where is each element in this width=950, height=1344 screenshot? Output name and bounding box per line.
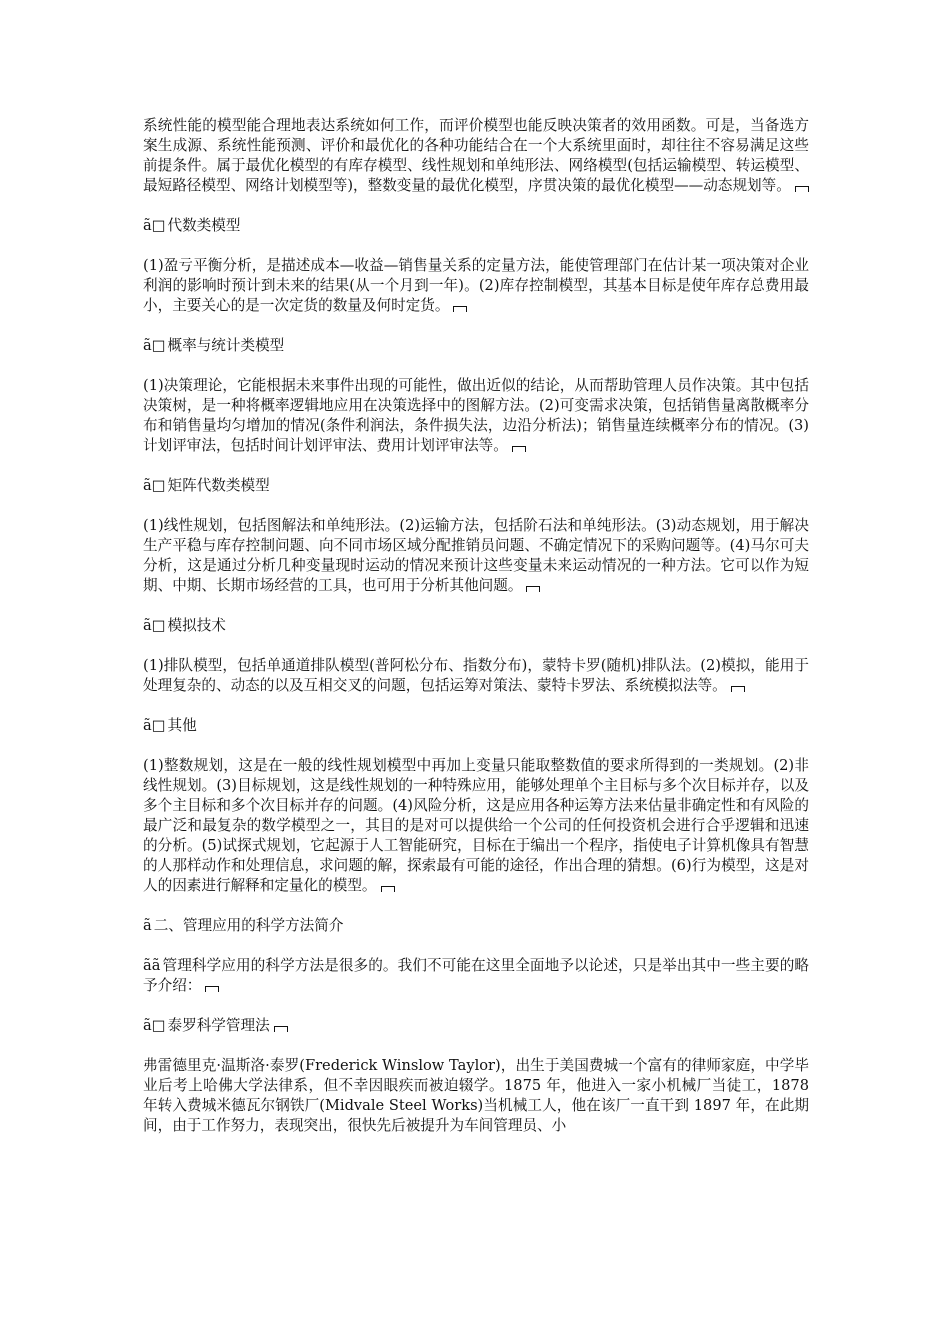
paragraph-end-mark xyxy=(453,306,467,312)
body-paragraph: (1)线性规划，包括图解法和单纯形法。(2)运输方法，包括阶石法和单纯形法。(3)动态规划，用于解决生产平稳与库存控制问题、向不同市场区域分配推销员问题、不确定情况下的采购问题等。(4)马尔可夫分析，这是通过分析几种变量现时运动的情况来预计这些变量未来运动情况的一种方法。它可以作为短期、中期、长期市场经营的工具，也可用于分析其他问题。 xyxy=(143,517,809,594)
paragraph-end-mark xyxy=(512,446,526,452)
paragraph-end-mark xyxy=(731,686,745,692)
paragraph-end-mark xyxy=(795,186,809,192)
chapter-heading: ã 二、管理应用的科学方法简介 xyxy=(143,917,344,934)
paragraph-end-mark xyxy=(381,886,395,892)
body-paragraph: (1)整数规划，这是在一般的线性规划模型中再加上变量只能取整数值的要求所得到的一类规划。(2)非线性规划。(3)目标规划，这是线性规划的一种特殊应用，能够处理单个主目标与多个次目标并存，以及多个主目标和多个次目标并存的问题。(4)风险分析，这是应用各种运筹方法来估量非确定性和有风险的最广泛和最复杂的数学模型之一，其目的是对可以提供给一个公司的任何投资机会进行合乎逻辑和迅速的分析。(5)试探式规划，它起源于人工智能研究，目标在于编出一个程序，指使电子计算机像具有智慧的人那样动作和处理信息，求问题的解，探索最有可能的途径，作出合理的猜想。(6)行为模型，这是对人的因素进行解释和定量化的模型。 xyxy=(143,757,809,894)
section-heading: ã□ 矩阵代数类模型 xyxy=(143,477,270,494)
heading-prefix: ã□ xyxy=(143,1017,166,1034)
paragraph-end-mark xyxy=(205,986,219,992)
section-heading: ã□ 其他 xyxy=(143,717,197,734)
heading-prefix: ã□ xyxy=(143,617,166,634)
paragraph-end-mark xyxy=(526,586,540,592)
section-heading: ã□ 泰罗科学管理法 xyxy=(143,1016,809,1036)
heading-prefix: ã□ xyxy=(143,217,166,234)
body-paragraph: (1)排队模型，包括单通道排队模型(普阿松分布、指数分布)，蒙特卡罗(随机)排队法。(2)模拟，能用于处理复杂的、动态的以及互相交叉的问题，包括运筹对策法、蒙特卡罗法、系统模拟法等。 xyxy=(143,657,809,694)
body-paragraph: ãã 管理科学应用的科学方法是很多的。我们不可能在这里全面地予以论述，只是举出其中一些主要的略予介绍： xyxy=(143,957,809,994)
body-paragraph: 弗雷德里克·温斯洛·泰罗(Frederick Winslow Taylor)，出生于美国费城一个富有的律师家庭，中学毕业后考上哈佛大学法律系，但不幸因眼疾而被迫辍学。1875 年，他进入一家小机械厂当徒工，1878 年转入费城米德瓦尔钢铁厂(Midvale Steel Works)当机械工人，他在该厂一直干到 1897 年，在此期间，由于工作努力，表现突出，很快先后被提升为车间管理员、小 xyxy=(143,1057,809,1134)
heading-prefix: ã□ xyxy=(143,717,166,734)
document-body xyxy=(143,116,809,1136)
section-heading: ã□ 模拟技术 xyxy=(143,617,226,634)
paragraph-end-mark xyxy=(274,1026,288,1032)
body-paragraph: (1)决策理论，它能根据未来事件出现的可能性，做出近似的结论，从而帮助管理人员作决策。其中包括决策树，是一种将概率逻辑地应用在决策选择中的图解方法。(2)可变需求决策，包括销售量离散概率分布和销售量均匀增加的情况(条件利润法，条件损失法，边沿分析法)；销售量连续概率分布的情况。(3)计划评审法，包括时间计划评审法、费用计划评审法等。 xyxy=(143,377,809,454)
section-heading: ã□ 概率与统计类模型 xyxy=(143,337,285,354)
body-paragraph: (1)盈亏平衡分析，是描述成本—收益—销售量关系的定量方法，能使管理部门在估计某一项决策对企业利润的影响时预计到未来的结果(从一个月到一年)。(2)库存控制模型，其基本目标是使年库存总费用最小，主要关心的是一次定货的数量及何时定货。 xyxy=(143,257,809,314)
heading-prefix: ã□ xyxy=(143,337,166,354)
intro-paragraph: 系统性能的模型能合理地表达系统如何工作，而评价模型也能反映决策者的效用函数。可是，当备选方案生成源、系统性能预测、评价和最优化的各种功能结合在一个大系统里面时，却往往不容易满足这些前提条件。属于最优化模型的有库存模型、线性规划和单纯形法、网络模型(包括运输模型、转运模型、最短路径模型、网络计划模型等)，整数变量的最优化模型，序贯决策的最优化模型——动态规划等。 xyxy=(143,117,809,194)
heading-prefix: ã xyxy=(143,917,152,934)
section-heading: ã□ 代数类模型 xyxy=(143,217,241,234)
paragraph-prefix: ãã xyxy=(143,957,161,974)
heading-prefix: ã□ xyxy=(143,477,166,494)
